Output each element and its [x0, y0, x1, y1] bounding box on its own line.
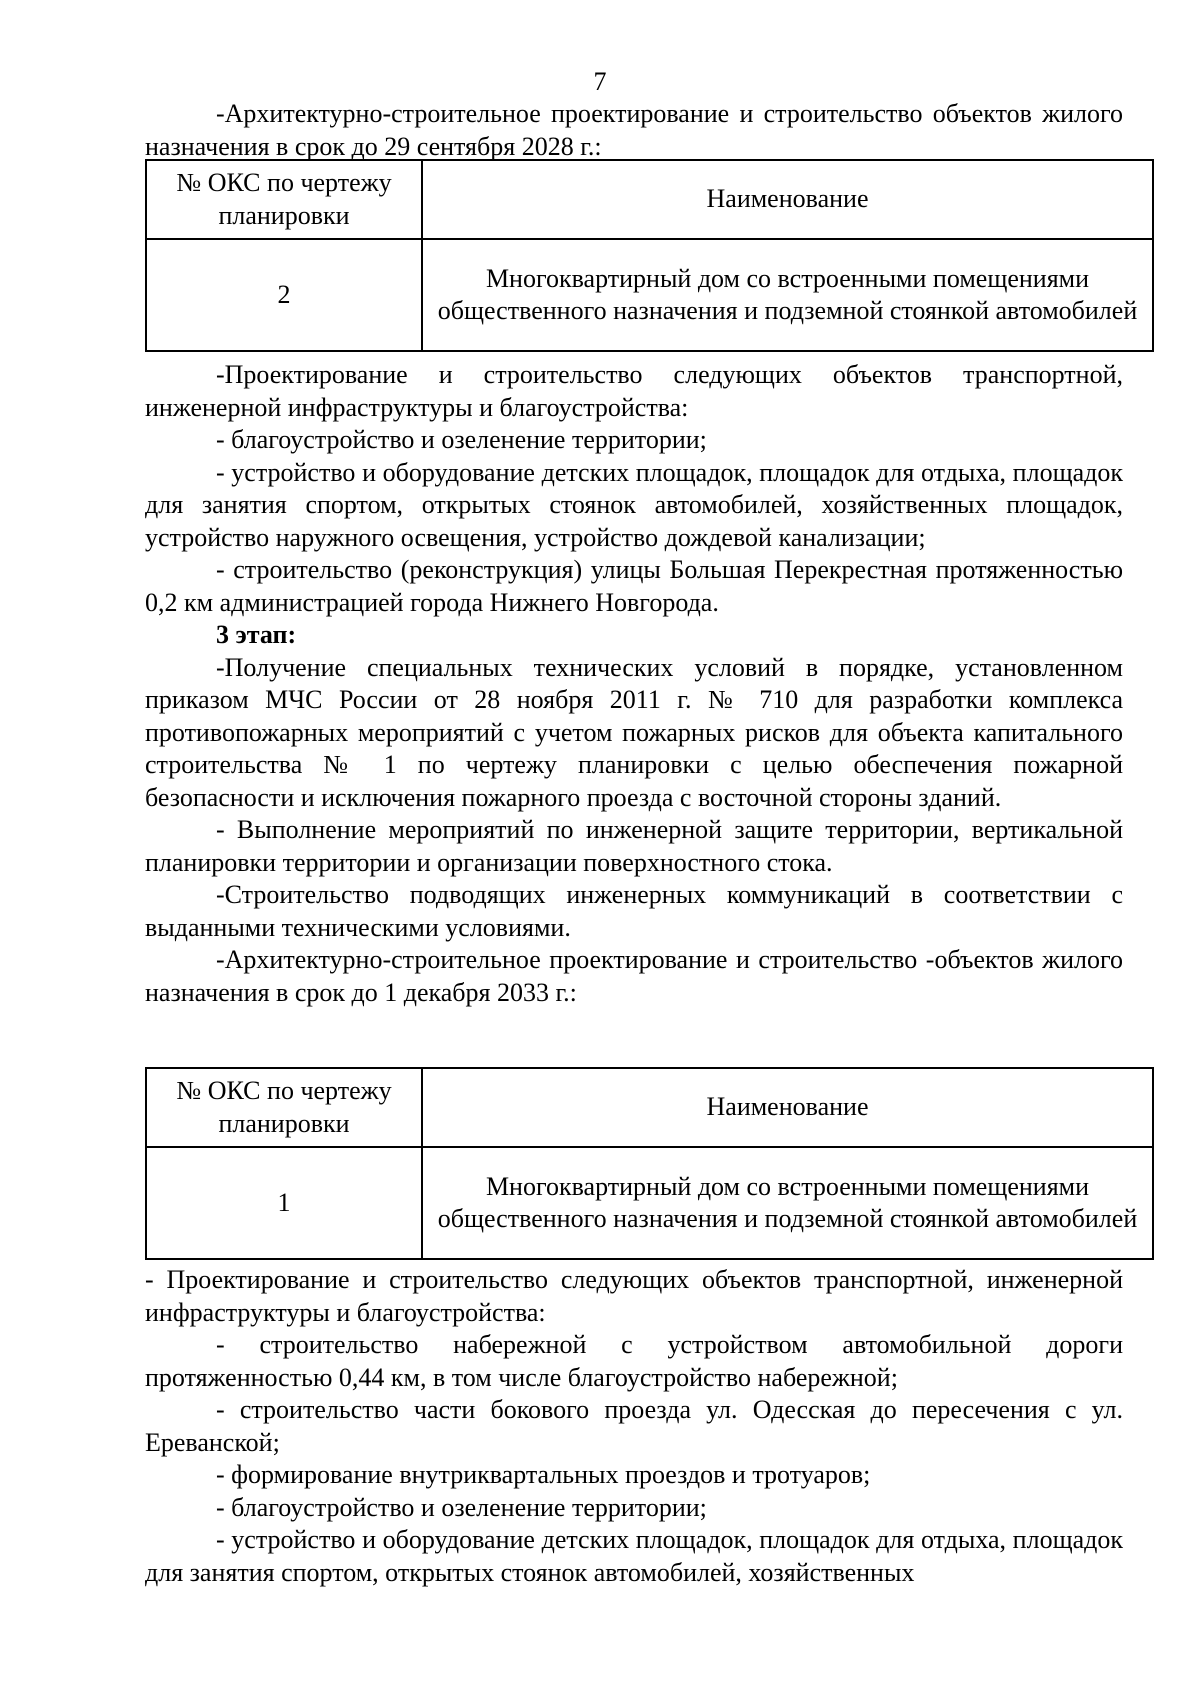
stage-heading: 3 этап:	[216, 620, 297, 649]
paragraph-embankment: - строительство набережной с устройством автомобильной дороги протяженностью 0,44 км, в том числе благоустройство набережной;	[145, 1330, 1123, 1392]
table-header-oks-number: № ОКС по чертежу планировки	[146, 160, 422, 239]
paragraph-infrastructure-stage3: - Проектирование и строительство следующих объектов транспортной, инженерной инфраструктуры и благоустройства:	[145, 1265, 1123, 1327]
oks-table-2	[145, 1067, 1154, 1260]
table-row	[146, 239, 1153, 351]
page-number: 7	[593, 67, 607, 96]
paragraph-playgrounds: - устройство и оборудование детских площадок, площадок для отдыха, площадок для занятия спортом, открытых стоянок автомобилей, хозяйственных площадок, устройство наружного освещения, устройство дождевой канализации;	[145, 457, 1123, 552]
paragraph-side-passage: - строительство части бокового проезда ул. Одесская до пересечения с ул. Ереванской;	[145, 1395, 1123, 1457]
text-block-1	[145, 98, 1123, 163]
text-block-3	[145, 1264, 1123, 1589]
paragraph-special-conditions: -Получение специальных технических условий в порядке, установленном приказом МЧС России от 28 ноября 2011 г. № 710 для разработки комплекса противопожарных мероприятий с учетом пожарных рисков для объекта капитального строительства № 1 по чертежу планировки с целью обеспечения пожарной безопасности и исключения пожарного проезда с восточной стороны зданий.	[145, 652, 1123, 812]
table-header-row	[146, 160, 1153, 239]
table-header-name: Наименование	[422, 1068, 1153, 1147]
table-cell-oks-number: 2	[146, 239, 422, 351]
table-header-row	[146, 1068, 1153, 1147]
table-header-name: Наименование	[422, 160, 1153, 239]
table-header-oks-number: № ОКС по чертежу планировки	[146, 1068, 422, 1147]
paragraph-landscaping-stage3: - благоустройство и озеленение территории;	[216, 1492, 707, 1522]
table-cell-oks-number: 1	[146, 1147, 422, 1259]
table-cell-name: Многоквартирный дом со встроенными помещениями общественного назначения и подземной стоянкой автомобилей	[422, 1147, 1153, 1259]
paragraph-street-construction: - строительство (реконструкция) улицы Большая Перекрестная протяженностью 0,2 км администрацией города Нижнего Новгорода.	[145, 555, 1123, 617]
oks-table-1	[145, 159, 1154, 352]
paragraph-engineering-protection: - Выполнение мероприятий по инженерной защите территории, вертикальной планировки территории и организации поверхностного стока.	[145, 815, 1123, 877]
paragraph-stage3-residential: -Архитектурно-строительное проектирование и строительство -объектов жилого назначения в срок до 1 декабря 2033 г.:	[145, 945, 1123, 1007]
table-cell-name: Многоквартирный дом со встроенными помещениями общественного назначения и подземной стоянкой автомобилей	[422, 239, 1153, 351]
paragraph-utilities: -Строительство подводящих инженерных коммуникаций в соответствии с выданными техническими условиями.	[145, 880, 1123, 942]
paragraph-driveways: - формирование внутриквартальных проездов и тротуаров;	[216, 1460, 871, 1489]
paragraph-stage2-residential: -Архитектурно-строительное проектирование и строительство объектов жилого назначения в срок до 29 сентября 2028 г.:	[145, 99, 1123, 161]
paragraph-playgrounds-stage3: - устройство и оборудование детских площадок, площадок для отдыха, площадок для занятия спортом, открытых стоянок автомобилей, хозяйственных	[145, 1525, 1123, 1587]
paragraph-landscaping: - благоустройство и озеленение территории;	[216, 425, 707, 454]
paragraph-infrastructure: -Проектирование и строительство следующих объектов транспортной, инженерной инфраструктуры и благоустройства:	[145, 360, 1123, 422]
table-row	[146, 1147, 1153, 1259]
text-block-2	[145, 359, 1123, 1009]
